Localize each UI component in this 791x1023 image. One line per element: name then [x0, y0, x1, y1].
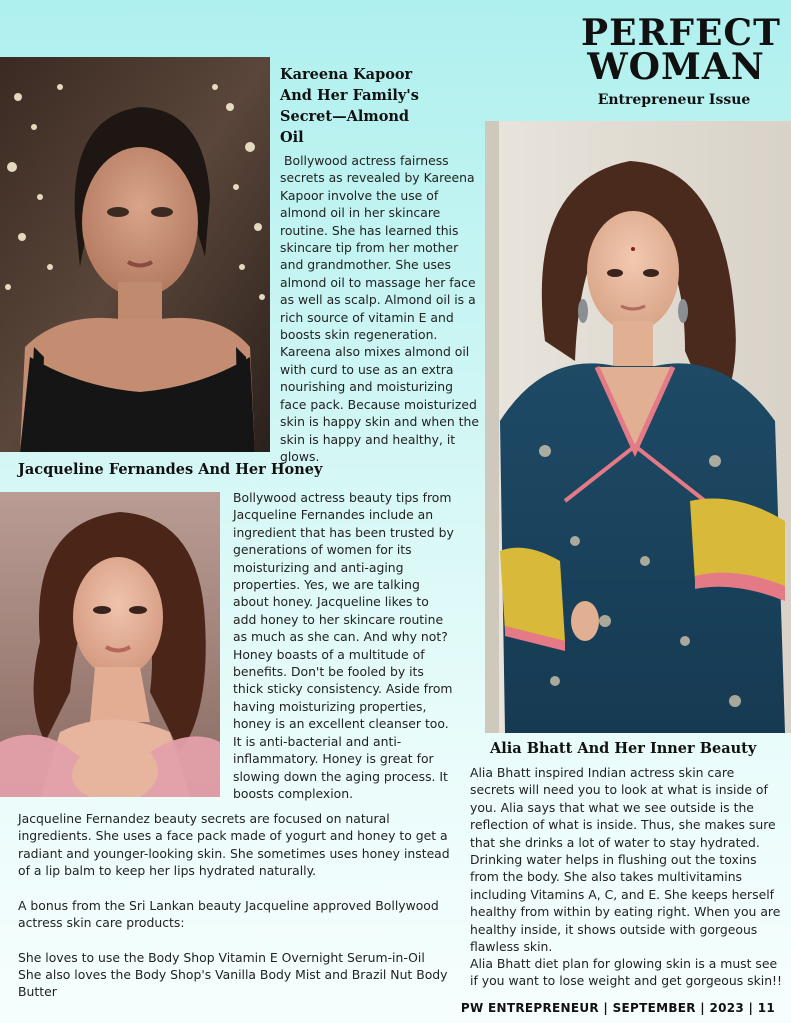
alia-photo	[485, 121, 791, 733]
alia-heading: Alia Bhatt And Her Inner Beauty	[490, 740, 757, 757]
jacqueline-heading: Jacqueline Fernandes And Her Honey	[18, 461, 323, 478]
issue-subtitle: Entrepreneur Issue	[597, 92, 751, 108]
jacqueline-product-2: She also loves the Body Shop's Vanilla Body Mist and Brazil Nut Body Butter	[18, 967, 448, 1000]
jacqueline-para-3: A bonus from the Sri Lankan beauty Jacqueline approved Bollywood actress skin care products:	[18, 898, 439, 931]
jacqueline-product-1: She loves to use the Body Shop Vitamin E Overnight Serum-in-Oil	[18, 950, 425, 965]
title-line-2: WOMAN	[587, 46, 765, 88]
magazine-title	[581, 12, 781, 88]
kareena-photo	[0, 57, 270, 452]
page-footer: PW ENTREPRENEUR | SEPTEMBER | 2023 | 11	[460, 1001, 775, 1015]
jacqueline-body: Bollywood actress beauty tips from Jacqueline Fernandes include an ingredient that has been trusted by generations of women for its moisturizing and anti-aging properties. Yes, we are talking about honey. Jacqueline likes to add honey to her skincare routine as much as she can. And why not? Honey boasts of a multitude of benefits. Don't be fooled by its thick sticky consistency. Aside from having moisturizing properties, honey is an excellent cleanser too. It is anti-bacterial and anti-inflammatory. Honey is great for slowing down the aging process. It boosts complexion.	[233, 490, 454, 801]
title-line-1: PERFECT	[581, 12, 781, 54]
jacqueline-para-2: Jacqueline Fernandez beauty secrets are focused on natural ingredients. She uses a face pack made of yogurt and honey to get a radiant and younger-looking skin. She sometimes uses honey instead of a lip balm to keep her lips hydrated naturally.	[18, 811, 450, 879]
kareena-body: Bollywood actress fairness secrets as revealed by Kareena Kapoor involve the use of almond oil in her skincare routine. She has learned this skincare tip from her mother and grandmother. She uses almond oil to massage her face as well as scalp. Almond oil is a rich source of vitamin E and boosts skin regeneration. Kareena also mixes almond oil with curd to use as an extra nourishing and moisturizing face pack. Because moisturized skin is happy skin and when the skin is happy and healthy, it glows.	[280, 153, 480, 464]
kareena-heading: Kareena Kapoor And Her Family's Secret—Almond Oil	[280, 66, 419, 146]
alia-body: Alia Bhatt inspired Indian actress skin care secrets will need you to look at what is inside of you. Alia says that what we see outside is the reflection of what is inside. Thus, she makes sure that she drinks a lot of water to stay hydrated. Drinking water helps in flushing out the toxins from the body. She also takes multivitamins including Vitamins A, C, and E. She keeps herself healthy from within by eating right. When you are healthy inside, it shows outside with gorgeous flawless skin.	[470, 765, 781, 955]
alia-body-2: Alia Bhatt diet plan for glowing skin is a must see if you want to lose weight and get gorgeous skin!!	[470, 956, 782, 989]
jacqueline-photo	[0, 492, 220, 797]
